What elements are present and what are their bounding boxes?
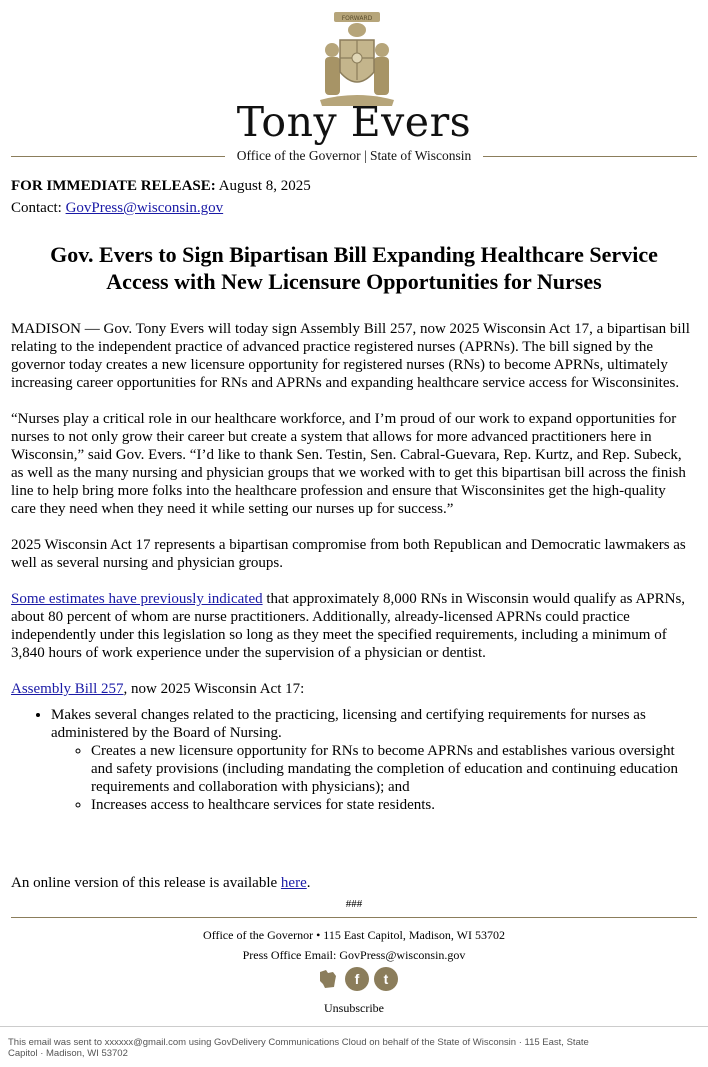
list-item-text: Makes several changes related to the practicing, licensing and certifying requirements for nurses as administered by the Board of Nursing.: [51, 707, 646, 741]
footer-email: Press Office Email: GovPress@wisconsin.gov: [242, 948, 466, 962]
unsubscribe-link[interactable]: Unsubscribe: [324, 1001, 384, 1015]
headline: Gov. Evers to Sign Bipartisan Bill Expanding Healthcare Service Access with New Licensure Opportunities for Nurses: [50, 242, 658, 294]
divider: [483, 156, 697, 157]
assembly-bill-link[interactable]: Assembly Bill 257: [11, 681, 124, 697]
quote-paragraph: “Nurses play a critical role in our healthcare workforce, and I’m proud of our work to expand opportunities for nurses to not only grow their career but create a system that allows for more advanced practitioners here in Wisconsin,” said Gov. Evers. “I’d like to thank Sen. Testin, Sen. Cabral-Guevara, Rep. Kurtz, and Rep. Subeck, as well as the many nursing and physician groups that we worked with to get this bipartisan bill across the finish line to help bring more folks into the healthcare profession and ensure that Wisconsinites get the high-quality care they need when they need it while setting our nurses up for success.”: [11, 411, 686, 517]
office-title: Office of the Governor | State of Wisconsin: [236, 148, 472, 163]
footer-divider: [11, 917, 697, 918]
social-links: [316, 967, 398, 991]
footer-address: Office of the Governor • 115 East Capitol, Madison, WI 53702: [203, 928, 505, 942]
letterhead: [0, 0, 708, 170]
twitter-glyph: t: [383, 971, 389, 987]
paragraph: 2025 Wisconsin Act 17 represents a bipartisan compromise from both Republican and Democratic lawmakers as well as several nursing and physician groups.: [11, 537, 686, 571]
wisconsin-map-icon[interactable]: [316, 967, 340, 991]
end-mark: ###: [345, 898, 363, 910]
paragraph-text: , now 2025 Wisconsin Act 17:: [123, 681, 305, 697]
paragraph: [11, 680, 694, 698]
governor-name: Tony Evers: [236, 98, 472, 146]
disclaimer-divider: [0, 1026, 708, 1027]
office-line: [11, 148, 697, 164]
online-suffix: .: [306, 875, 311, 891]
release-body: [11, 320, 694, 814]
sub-list-item: ◦ Increases access to healthcare services for state residents.: [91, 796, 694, 814]
release-date: August 8, 2025: [218, 178, 311, 194]
seal-motto: FORWARD: [341, 15, 373, 22]
release-label: FOR IMMEDIATE RELEASE:: [11, 178, 216, 194]
online-version-line: [11, 875, 310, 892]
release-meta: [11, 175, 311, 219]
paragraph: [11, 590, 694, 662]
facebook-icon[interactable]: [345, 967, 369, 991]
divider: [11, 156, 225, 157]
contact-label: Contact:: [11, 200, 62, 216]
sub-list-item: ◦ Creates a new licensure opportunity for RNs to become APRNs and establishes various oversight and safety provisions (including mandating the completion of education and continuing education requirements and collaboration with physicians); and: [91, 742, 694, 796]
contact-email-link[interactable]: GovPress@wisconsin.gov: [65, 200, 224, 216]
online-prefix: An online version of this release is available: [11, 875, 281, 891]
facebook-glyph: f: [354, 971, 360, 987]
email-disclaimer: This email was sent to xxxxxx@gmail.com using GovDelivery Communications Cloud on behalf of the State of Wisconsin · 115 East, State Capitol · Madison, WI 53702: [8, 1037, 589, 1059]
paragraph: MADISON — Gov. Tony Evers will today sign Assembly Bill 257, now 2025 Wisconsin Act 17, a bipartisan bill relating to the independent practice of advanced practice registered nurses (APRNs). The bill signed by the governor today creates a new licensure opportunity for registered nurses (RNs) to become APRNs, ultimately increasing career opportunities for RNs and APRNs and expanding healthcare service access for Wisconsinites.: [11, 321, 690, 391]
sub-list: [51, 742, 694, 814]
online-version-link[interactable]: here: [280, 875, 307, 891]
twitter-icon[interactable]: [374, 967, 398, 991]
bill-summary-list: [11, 706, 694, 814]
estimates-link[interactable]: Some estimates have previously indicated: [11, 591, 263, 607]
wisconsin-seal-icon: [312, 10, 402, 110]
list-item: [51, 706, 694, 814]
paragraph-text: that approximately 8,000 RNs in Wisconsin would qualify as APRNs, about 80 percent of whom are nurse practitioners. Additionally, already-licensed APRNs could practice independently under this legislation so long as they meet the specified requirements, including a minimum of 3,840 hours of work experience under the supervision of a physician or dentist.: [11, 591, 686, 661]
